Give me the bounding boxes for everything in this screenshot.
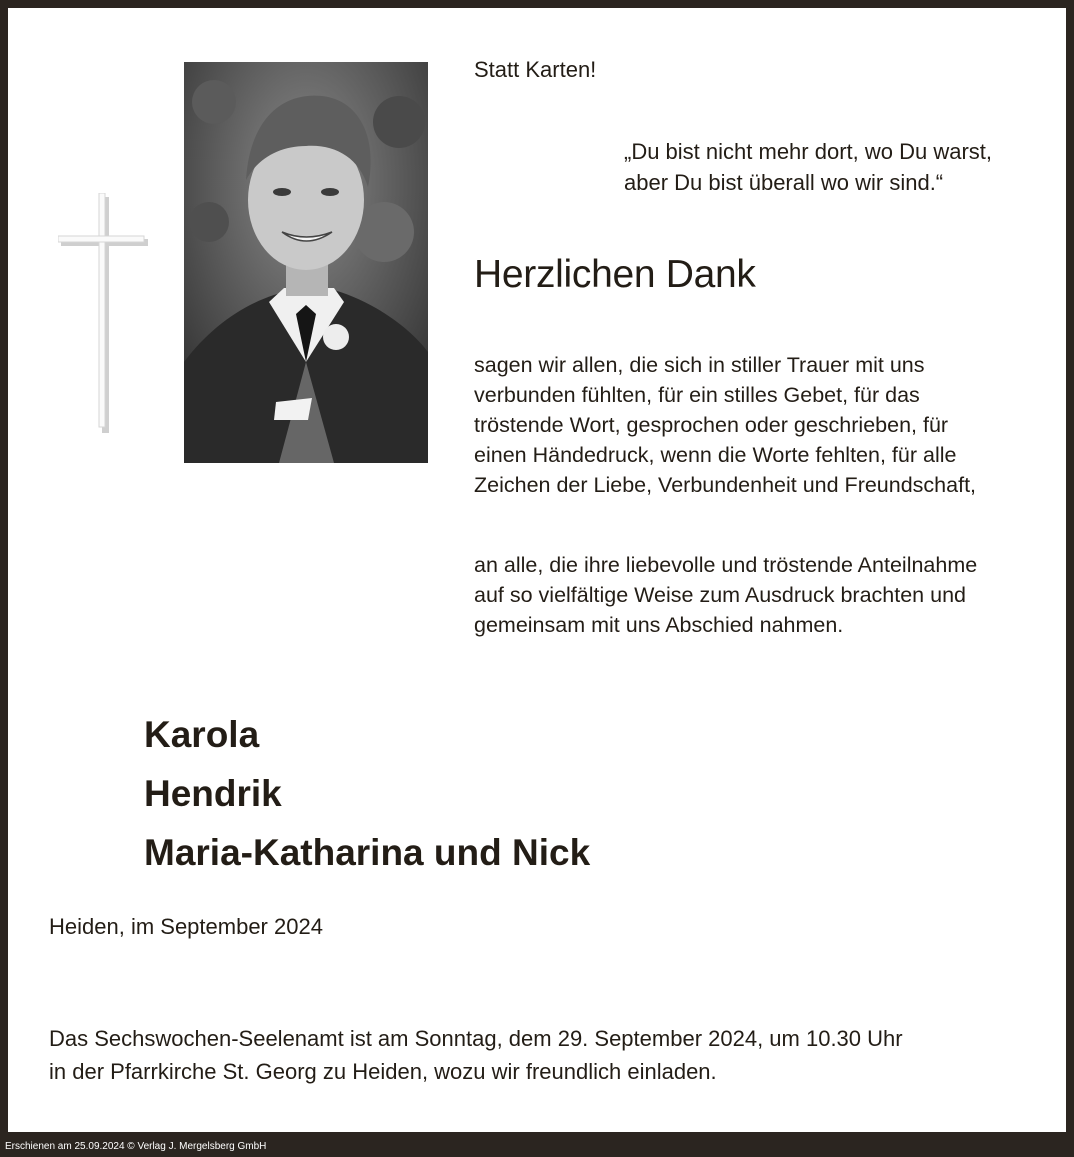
paragraph-line: Zeichen der Liebe, Verbundenheit und Freundschaft,: [474, 473, 977, 497]
service-announcement: [49, 1022, 903, 1088]
heading-thanks: Herzlichen Dank: [474, 253, 756, 296]
thanks-paragraph-2: [474, 550, 977, 640]
thanks-paragraph-1: [474, 350, 976, 500]
portrait-photo: [184, 62, 428, 463]
signatory-name: Maria-Katharina und Nick: [144, 832, 591, 873]
paragraph-line: einen Händedruck, wenn die Worte fehlten, für alle: [474, 443, 957, 467]
quote: [624, 136, 992, 198]
paragraph-line: gemeinsam mit uns Abschied nahmen.: [474, 613, 844, 637]
signatories: [144, 705, 590, 882]
service-line: Das Sechswochen-Seelenamt ist am Sonntag, dem 29. September 2024, um 10.30 Uhr: [49, 1026, 903, 1051]
publication-footer: Erschienen am 25.09.2024 © Verlag J. Mergelsberg GmbH: [5, 1141, 267, 1152]
quote-line: aber Du bist überall wo wir sind.“: [624, 170, 944, 195]
signatory-name: Karola: [144, 714, 260, 755]
paragraph-line: sagen wir allen, die sich in stiller Trauer mit uns: [474, 353, 925, 377]
obituary-card: [8, 8, 1066, 1132]
service-line: in der Pfarrkirche St. Georg zu Heiden, wozu wir freundlich einladen.: [49, 1059, 717, 1084]
quote-line: „Du bist nicht mehr dort, wo Du warst,: [624, 139, 993, 164]
paragraph-line: auf so vielfältige Weise zum Ausdruck brachten und: [474, 583, 966, 607]
cross-icon: [58, 193, 148, 433]
paragraph-line: an alle, die ihre liebevolle und tröstende Anteilnahme: [474, 553, 978, 577]
paragraph-line: verbunden fühlten, für ein stilles Gebet, für das: [474, 383, 920, 407]
signatory-name: Hendrik: [144, 773, 282, 814]
statt-karten-label: Statt Karten!: [474, 57, 597, 82]
place-date: Heiden, im September 2024: [49, 914, 323, 939]
paragraph-line: tröstende Wort, gesprochen oder geschrieben, für: [474, 413, 949, 437]
